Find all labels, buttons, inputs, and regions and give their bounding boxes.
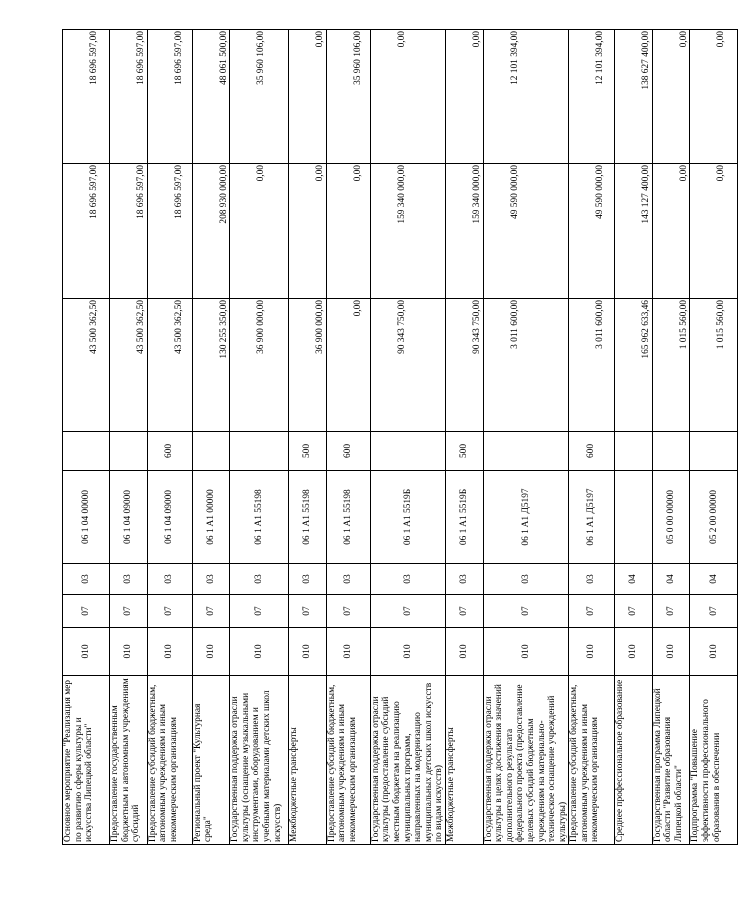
row-name: Государственная поддержка отрасли культуры (оснащение музыкальными инструментами, оборудованием и учебными материалами детских школ искусств) bbox=[230, 676, 289, 845]
admin-code: 010 bbox=[652, 628, 690, 676]
row-name: Государственная программа Липецкой области "Развитие образования Липецкой области" bbox=[652, 676, 690, 845]
admin-code: 010 bbox=[445, 628, 483, 676]
amount-year-3: 12 101 394,00 bbox=[483, 30, 569, 164]
admin-code: 010 bbox=[230, 628, 289, 676]
amount-year-1: 43 500 362,50 bbox=[63, 299, 110, 432]
amount-year-3: 0,00 bbox=[690, 30, 738, 164]
amount-year-1: 3 011 600,00 bbox=[483, 299, 569, 432]
subsection-code: 03 bbox=[370, 564, 445, 595]
target-article-code: 06 1 A1 Д5197 bbox=[569, 471, 615, 564]
row-name: Государственная поддержка отрасли культуры в целях достижения значений дополнительного результата федерального проекта (предоставление целевых субсидий бюджетным учреждениям на материально-техническое оснащение учреждений культуры) bbox=[483, 676, 569, 845]
table-row bbox=[289, 30, 327, 845]
expense-type-code bbox=[110, 432, 148, 471]
amount-year-1: 43 500 362,50 bbox=[110, 299, 148, 432]
amount-year-1: 43 500 362,50 bbox=[147, 299, 192, 432]
admin-code: 010 bbox=[370, 628, 445, 676]
subsection-code: 04 bbox=[652, 564, 690, 595]
table-row bbox=[230, 30, 289, 845]
amount-year-2: 0,00 bbox=[326, 164, 370, 299]
expense-type-code: 500 bbox=[445, 432, 483, 471]
admin-code: 010 bbox=[192, 628, 230, 676]
section-code: 07 bbox=[326, 595, 370, 628]
expense-type-code bbox=[483, 432, 569, 471]
expense-type-code bbox=[652, 432, 690, 471]
row-name: Предоставление субсидий бюджетным, автономным учреждениям и иным некоммерческим организациям bbox=[147, 676, 192, 845]
amount-year-3: 0,00 bbox=[445, 30, 483, 164]
table-row bbox=[690, 30, 738, 845]
budget-table bbox=[62, 29, 738, 845]
target-article-code bbox=[615, 471, 653, 564]
amount-year-3: 12 101 394,00 bbox=[569, 30, 615, 164]
amount-year-2: 159 340 000,00 bbox=[370, 164, 445, 299]
table-row bbox=[110, 30, 148, 845]
row-name: Основное мероприятие "Реализация мер по развитию сферы культуры и искусства Липецкой области" bbox=[63, 676, 110, 845]
amount-year-3: 18 696 597,00 bbox=[63, 30, 110, 164]
section-code: 07 bbox=[370, 595, 445, 628]
admin-code: 010 bbox=[289, 628, 327, 676]
amount-year-3: 138 627 400,00 bbox=[615, 30, 653, 164]
expense-type-code bbox=[192, 432, 230, 471]
amount-year-3: 0,00 bbox=[652, 30, 690, 164]
amount-year-3: 0,00 bbox=[289, 30, 327, 164]
amount-year-1: 90 343 750,00 bbox=[370, 299, 445, 432]
admin-code: 010 bbox=[110, 628, 148, 676]
amount-year-1: 130 255 350,00 bbox=[192, 299, 230, 432]
expense-type-code: 500 bbox=[289, 432, 327, 471]
row-name: Межбюджетные трансферты bbox=[445, 676, 483, 845]
expense-type-code: 600 bbox=[147, 432, 192, 471]
section-code: 07 bbox=[445, 595, 483, 628]
section-code: 07 bbox=[230, 595, 289, 628]
amount-year-1: 36 900 000,00 bbox=[230, 299, 289, 432]
expense-type-code: 600 bbox=[326, 432, 370, 471]
expense-type-code: 600 bbox=[569, 432, 615, 471]
amount-year-1: 90 343 750,00 bbox=[445, 299, 483, 432]
rotated-page bbox=[62, 30, 727, 845]
expense-type-code bbox=[690, 432, 738, 471]
amount-year-2: 18 696 597,00 bbox=[110, 164, 148, 299]
table-body bbox=[63, 30, 738, 845]
subsection-code: 03 bbox=[289, 564, 327, 595]
amount-year-1: 36 900 000,00 bbox=[289, 299, 327, 432]
target-article-code: 06 1 04 09000 bbox=[110, 471, 148, 564]
target-article-code: 05 2 00 00000 bbox=[690, 471, 738, 564]
target-article-code: 06 1 A1 55198 bbox=[289, 471, 327, 564]
target-article-code: 05 0 00 00000 bbox=[652, 471, 690, 564]
amount-year-3: 0,00 bbox=[370, 30, 445, 164]
amount-year-1: 165 962 633,46 bbox=[615, 299, 653, 432]
table-row bbox=[63, 30, 110, 845]
expense-type-code bbox=[615, 432, 653, 471]
target-article-code: 06 1 04 09000 bbox=[147, 471, 192, 564]
section-code: 07 bbox=[690, 595, 738, 628]
section-code: 07 bbox=[652, 595, 690, 628]
amount-year-3: 18 696 597,00 bbox=[110, 30, 148, 164]
subsection-code: 04 bbox=[615, 564, 653, 595]
amount-year-1: 1 015 560,00 bbox=[652, 299, 690, 432]
amount-year-3: 18 696 597,00 bbox=[147, 30, 192, 164]
subsection-code: 03 bbox=[483, 564, 569, 595]
table-row bbox=[147, 30, 192, 845]
amount-year-2: 49 590 000,00 bbox=[483, 164, 569, 299]
subsection-code: 03 bbox=[192, 564, 230, 595]
table-row bbox=[652, 30, 690, 845]
section-code: 07 bbox=[63, 595, 110, 628]
admin-code: 010 bbox=[690, 628, 738, 676]
row-name: Предоставление субсидий бюджетным, автономным учреждениям и иным некоммерческим организациям bbox=[569, 676, 615, 845]
admin-code: 010 bbox=[326, 628, 370, 676]
subsection-code: 03 bbox=[445, 564, 483, 595]
subsection-code: 03 bbox=[230, 564, 289, 595]
section-code: 07 bbox=[147, 595, 192, 628]
section-code: 07 bbox=[569, 595, 615, 628]
subsection-code: 04 bbox=[690, 564, 738, 595]
admin-code: 010 bbox=[147, 628, 192, 676]
table-row bbox=[445, 30, 483, 845]
target-article-code: 06 1 04 00000 bbox=[63, 471, 110, 564]
amount-year-2: 208 930 000,00 bbox=[192, 164, 230, 299]
target-article-code: 06 1 A1 00000 bbox=[192, 471, 230, 564]
amount-year-3: 35 960 106,00 bbox=[230, 30, 289, 164]
target-article-code: 06 1 A1 5519Б bbox=[445, 471, 483, 564]
amount-year-2: 49 590 000,00 bbox=[569, 164, 615, 299]
amount-year-2: 18 696 597,00 bbox=[63, 164, 110, 299]
amount-year-2: 0,00 bbox=[230, 164, 289, 299]
target-article-code: 06 1 A1 55198 bbox=[230, 471, 289, 564]
target-article-code: 06 1 A1 5519Б bbox=[370, 471, 445, 564]
table-row bbox=[370, 30, 445, 845]
table-row bbox=[192, 30, 230, 845]
table-row bbox=[483, 30, 569, 845]
target-article-code: 06 1 A1 Д5197 bbox=[483, 471, 569, 564]
amount-year-2: 18 696 597,00 bbox=[147, 164, 192, 299]
admin-code: 010 bbox=[63, 628, 110, 676]
subsection-code: 03 bbox=[326, 564, 370, 595]
subsection-code: 03 bbox=[147, 564, 192, 595]
amount-year-2: 0,00 bbox=[652, 164, 690, 299]
amount-year-3: 35 960 106,00 bbox=[326, 30, 370, 164]
amount-year-2: 0,00 bbox=[289, 164, 327, 299]
row-name: Предоставление субсидий бюджетным, автономным учреждениям и иным некоммерческим организациям bbox=[326, 676, 370, 845]
table-row bbox=[326, 30, 370, 845]
amount-year-2: 0,00 bbox=[690, 164, 738, 299]
admin-code: 010 bbox=[615, 628, 653, 676]
expense-type-code bbox=[370, 432, 445, 471]
subsection-code: 03 bbox=[110, 564, 148, 595]
row-name: Межбюджетные трансферты bbox=[289, 676, 327, 845]
section-code: 07 bbox=[289, 595, 327, 628]
amount-year-1: 1 015 560,00 bbox=[690, 299, 738, 432]
expense-type-code bbox=[230, 432, 289, 471]
subsection-code: 03 bbox=[569, 564, 615, 595]
admin-code: 010 bbox=[483, 628, 569, 676]
section-code: 07 bbox=[110, 595, 148, 628]
section-code: 07 bbox=[483, 595, 569, 628]
table-row bbox=[615, 30, 653, 845]
subsection-code: 03 bbox=[63, 564, 110, 595]
row-name: Региональный проект "Культурная среда" bbox=[192, 676, 230, 845]
row-name: Предоставление государственным бюджетным и автономным учреждениям субсидий bbox=[110, 676, 148, 845]
amount-year-2: 159 340 000,00 bbox=[445, 164, 483, 299]
row-name: Государственная поддержка отрасли культуры (предоставление субсидий местным бюджетам на реализацию муниципальных программ, направленных на модернизацию муниципальных детских школ искусств по видам искусств) bbox=[370, 676, 445, 845]
amount-year-1: 0,00 bbox=[326, 299, 370, 432]
amount-year-3: 48 061 500,00 bbox=[192, 30, 230, 164]
section-code: 07 bbox=[615, 595, 653, 628]
amount-year-1: 3 011 600,00 bbox=[569, 299, 615, 432]
expense-type-code bbox=[63, 432, 110, 471]
row-name: Среднее профессиональное образование bbox=[615, 676, 653, 845]
target-article-code: 06 1 A1 55198 bbox=[326, 471, 370, 564]
section-code: 07 bbox=[192, 595, 230, 628]
admin-code: 010 bbox=[569, 628, 615, 676]
amount-year-2: 143 127 400,00 bbox=[615, 164, 653, 299]
table-row bbox=[569, 30, 615, 845]
row-name: Подпрограмма "Повышение эффективности профессионального образования в обеспечении bbox=[690, 676, 738, 845]
